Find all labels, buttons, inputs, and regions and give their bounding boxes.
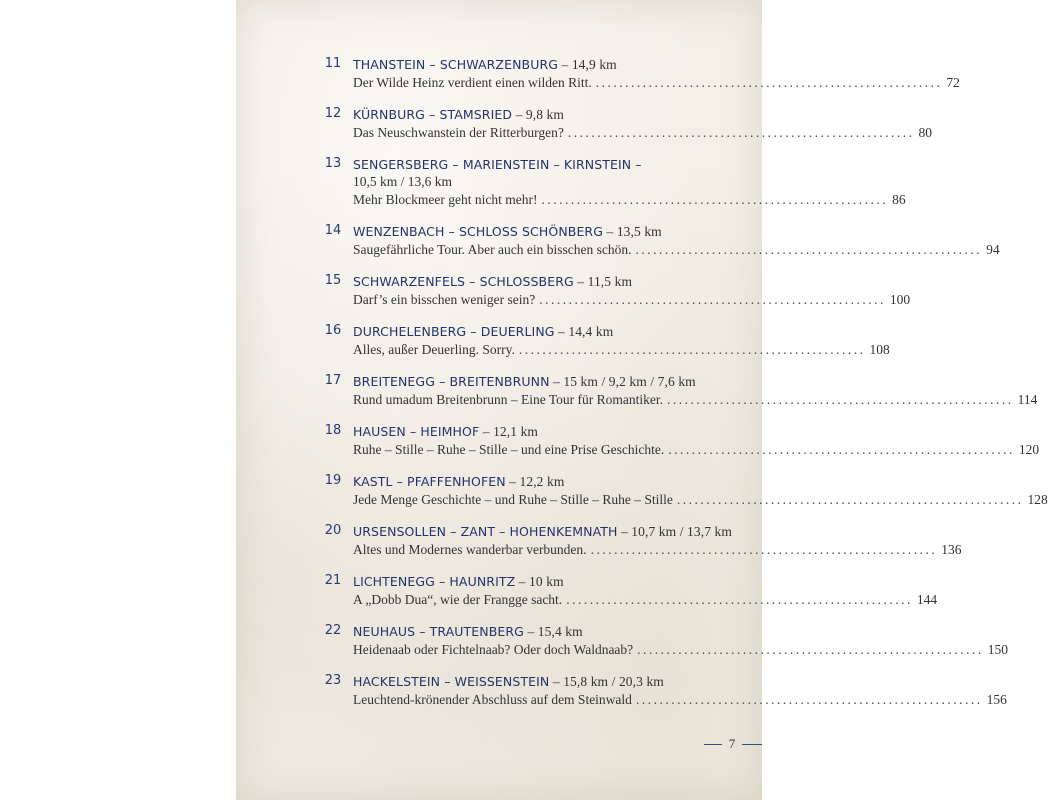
entry-page-number: 128: [1027, 492, 1048, 507]
entry-subtitle: Rund umadum Breitenbrunn – Eine Tour für Romantiker.: [353, 392, 664, 407]
entry-distance: – 14,4 km: [554, 324, 614, 339]
entry-number: 17: [324, 373, 342, 388]
toc-entry: [320, 473, 1048, 523]
entry-title: DURCHELENBERG – DEUERLING: [353, 324, 555, 339]
entry-subtitle: Mehr Blockmeer geht nicht mehr!: [353, 192, 538, 207]
entry-subtitle: Jede Menge Geschichte – und Ruhe – Stille – Ruhe – Stille: [353, 492, 673, 507]
dot-leader: ...........................................................: [539, 292, 886, 307]
dot-leader: ...........................................................: [668, 442, 1015, 457]
entry-page-number: 100: [889, 292, 911, 307]
entry-title: KASTL – PFAFFENHOFEN: [353, 474, 506, 489]
entry-title: KÜRNBURG – STAMSRIED: [353, 107, 513, 122]
entry-distance: – 12,2 km: [505, 474, 565, 489]
entry-title: HACKELSTEIN – WEISSENSTEIN: [353, 674, 550, 689]
entry-subtitle: Darf’s ein bisschen weniger sein?: [353, 292, 536, 307]
entry-number: 14: [324, 223, 342, 238]
entry-title: WENZENBACH – SCHLOSS SCHÖNBERG: [353, 224, 604, 239]
page-number: 7: [728, 736, 736, 751]
toc-entry: [320, 223, 1000, 273]
dot-leader: ...........................................................: [676, 492, 1024, 507]
entry-page-number: 156: [986, 692, 1007, 707]
toc-entry: [320, 273, 911, 323]
dot-leader: ...........................................................: [595, 75, 943, 90]
dot-leader: ...........................................................: [635, 692, 983, 707]
entry-title: SCHWARZENFELS – SCHLOSSBERG: [353, 274, 574, 289]
toc-entry: [320, 373, 1038, 423]
entry-page-number: 80: [918, 125, 932, 140]
entry-number: 11: [324, 56, 342, 71]
table-of-contents: [320, 56, 1048, 723]
entry-page-number: 108: [869, 342, 890, 357]
dot-leader: ...........................................................: [541, 192, 889, 207]
entry-number: 20: [324, 523, 342, 538]
entry-subtitle: Heidenaab oder Fichtelnaab? Oder doch Waldnaab?: [353, 642, 634, 657]
entry-distance: 10,5 km / 13,6 km: [353, 174, 453, 189]
entry-number: 15: [324, 273, 342, 288]
toc-entry: [320, 423, 1040, 473]
entry-page-number: 72: [946, 75, 960, 90]
dot-leader: ...........................................................: [567, 125, 915, 140]
book-page: [236, 0, 1048, 800]
entry-subtitle: Saugefährliche Tour. Aber auch ein bisschen schön.: [353, 242, 632, 257]
entry-distance: – 13,5 km: [603, 224, 662, 239]
entry-subtitle: Leuchtend-krönender Abschluss auf dem Steinwald: [353, 692, 632, 707]
entry-title: BREITENEGG – BREITENBRUNN: [353, 374, 550, 389]
entry-distance: – 10 km: [515, 574, 564, 589]
entry-distance: – 11,5 km: [573, 274, 633, 289]
toc-entry: [320, 573, 938, 623]
entry-title: URSENSOLLEN – ZANT – HOHENKEMNATH: [353, 524, 618, 539]
entry-title: THANSTEIN – SCHWARZENBURG: [353, 57, 559, 72]
dot-leader: ...........................................................: [566, 592, 913, 607]
entry-distance: – 15 km / 9,2 km / 7,6 km: [549, 374, 696, 389]
entry-subtitle: A „Dobb Dua“, wie der Frangge sacht.: [353, 592, 563, 607]
folio-rule-right: [742, 744, 762, 745]
toc-entry: [320, 323, 890, 373]
dot-leader: ...........................................................: [590, 542, 938, 557]
entry-page-number: 136: [941, 542, 962, 557]
entry-number: 12: [324, 106, 342, 121]
entry-subtitle: Der Wilde Heinz verdient einen wilden Ritt.: [353, 75, 592, 90]
entry-title: NEUHAUS – TRAUTENBERG: [353, 624, 524, 639]
entry-number: 22: [324, 623, 342, 638]
entry-page-number: 144: [916, 592, 938, 607]
entry-title: LICHTENEGG – HAUNRITZ: [353, 574, 516, 589]
entry-number: 19: [324, 473, 342, 488]
entry-subtitle: Alles, außer Deuerling. Sorry.: [353, 342, 515, 357]
dot-leader: ...........................................................: [635, 242, 983, 257]
dot-leader: ...........................................................: [637, 642, 984, 657]
toc-entry: [320, 523, 962, 573]
dot-leader: ...........................................................: [518, 342, 866, 357]
dot-leader: ...........................................................: [667, 392, 1014, 407]
entry-distance: – 9,8 km: [512, 107, 565, 122]
entry-number: 23: [324, 673, 342, 688]
entry-page-number: 94: [986, 242, 1000, 257]
entry-title: HAUSEN – HEIMHOF: [353, 424, 480, 439]
entry-page-number: 150: [987, 642, 1009, 657]
entry-number: 21: [324, 573, 342, 588]
entry-distance: – 15,8 km / 20,3 km: [549, 674, 664, 689]
entry-subtitle: Ruhe – Stille – Ruhe – Stille – und eine Prise Geschichte.: [353, 442, 665, 457]
entry-page-number: 86: [892, 192, 906, 207]
entry-page-number: 114: [1017, 392, 1038, 407]
entry-number: 13: [324, 156, 342, 171]
entry-distance: – 12,1 km: [479, 424, 539, 439]
entry-subtitle: Altes und Modernes wanderbar verbunden.: [353, 542, 587, 557]
toc-entry: [320, 56, 960, 106]
folio-rule-left: [704, 744, 722, 745]
toc-entry: [320, 106, 932, 156]
entry-page-number: 120: [1018, 442, 1040, 457]
entry-subtitle: Das Neuschwanstein der Ritterburgen?: [353, 125, 564, 140]
entry-number: 16: [324, 323, 342, 338]
entry-distance: – 15,4 km: [523, 624, 583, 639]
toc-entry: [320, 156, 906, 223]
toc-entry: [320, 623, 1009, 673]
entry-distance: – 14,9 km: [558, 57, 617, 72]
page-folio: [704, 736, 762, 752]
entry-title: SENGERSBERG – MARIENSTEIN – KIRNSTEIN –: [353, 157, 642, 172]
entry-number: 18: [324, 423, 342, 438]
entry-distance: – 10,7 km / 13,7 km: [617, 524, 733, 539]
toc-entry: [320, 673, 1007, 723]
